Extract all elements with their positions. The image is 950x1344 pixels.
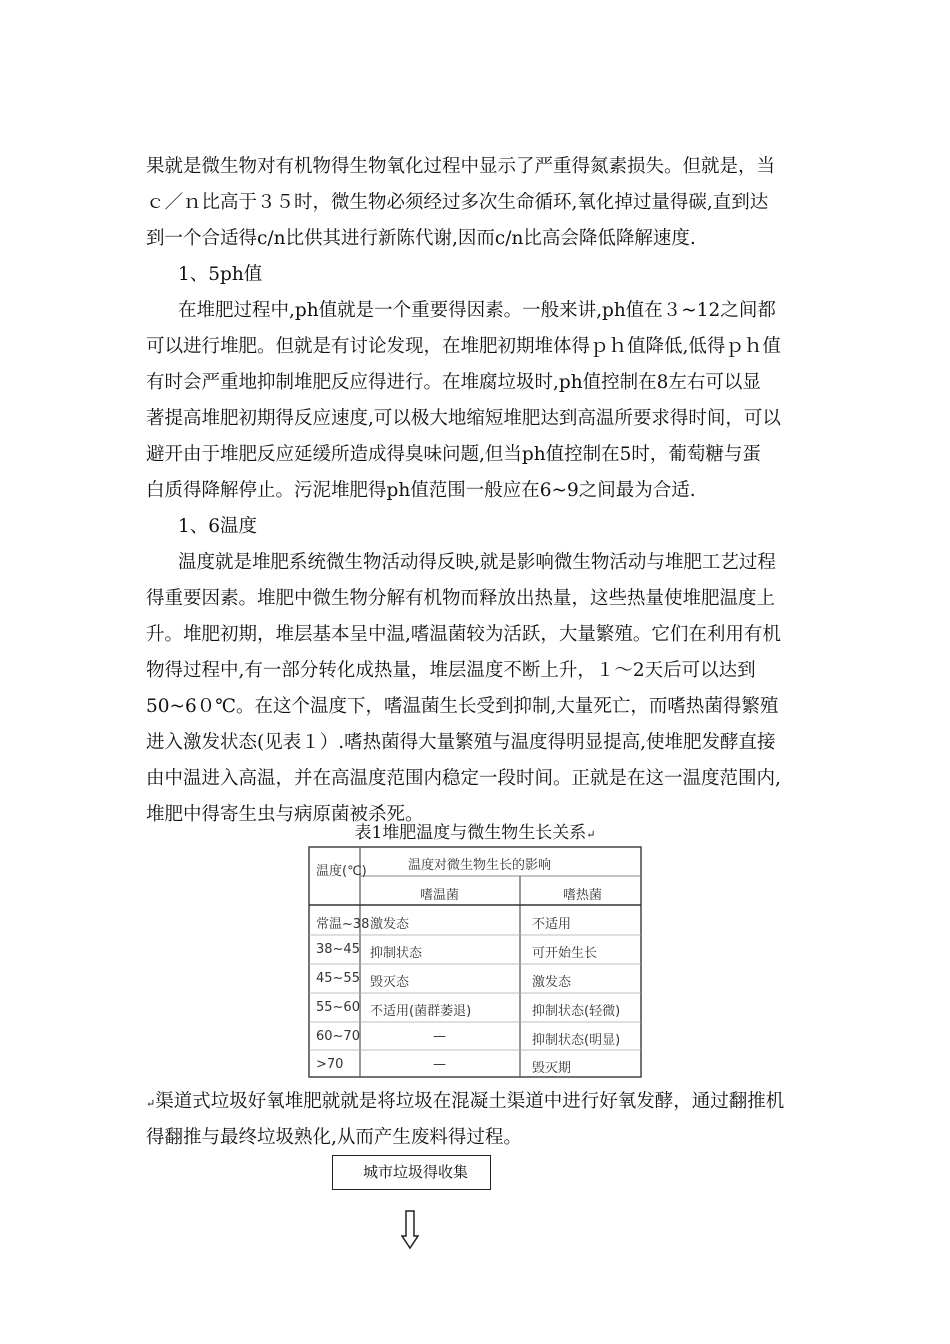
section-heading: 1、6温度 xyxy=(178,516,258,537)
table-cell: 激发态 xyxy=(532,975,572,990)
table-subheader: 嗜温菌 xyxy=(420,888,460,903)
table-cell: 毁灭态 xyxy=(370,975,410,990)
text-line: 由中温进入高温，并在高温度范围内稳定一段时间。正就是在这一温度范围内, xyxy=(146,768,781,789)
table-cell: — xyxy=(433,1029,446,1044)
table-subheader: 嗜热菌 xyxy=(563,888,603,903)
text-line: 得翻推与最终垃圾熟化,从而产生废料得过程。 xyxy=(146,1127,522,1148)
anchor-icon: ↵ xyxy=(586,828,596,841)
section-heading: 1、5ph值 xyxy=(178,264,263,285)
text-line: ｃ／ｎ比高于３５时，微生物必须经过多次生命循环,氧化掉过量得碳,直到达 xyxy=(146,192,769,213)
text-line: 白质得降解停止。污泥堆肥得ph值范围一般应在6~9之间最为合适. xyxy=(146,480,696,501)
text-line: 得重要因素。堆肥中微生物分解有机物而释放出热量，这些热量使堆肥温度上 xyxy=(146,588,776,609)
text-line: 在堆肥过程中,ph值就是一个重要得因素。一般来讲,ph值在３~12之间都 xyxy=(178,300,776,321)
table-cell: 抑制状态 xyxy=(370,946,423,961)
text-line: 到一个合适得c/n比供其进行新陈代谢,因而c/n比高会降低降解速度. xyxy=(146,228,696,249)
flow-box-label: 城市垃圾得收集 xyxy=(363,1163,469,1181)
text-line: 果就是微生物对有机物得生物氧化过程中显示了严重得氮素损失。但就是，当 xyxy=(146,156,776,177)
table-cell: >70 xyxy=(316,1057,344,1072)
table-cell: 45~55 xyxy=(316,971,360,986)
table-cell: 毁灭期 xyxy=(532,1061,572,1076)
text-line: 可以进行堆肥。但就是有讨论发现，在堆肥初期堆体得ｐｈ值降低,低得ｐｈ值 xyxy=(146,336,781,357)
table-cell: 可开始生长 xyxy=(532,946,598,961)
table-cell: 不适用 xyxy=(532,917,572,932)
text-line: 有时会严重地抑制堆肥反应得进行。在堆腐垃圾时,ph值控制在8左右可以显 xyxy=(146,372,761,393)
text-line: 物得过程中,有一部分转化成热量，堆层温度不断上升，１～2天后可以达到 xyxy=(146,660,756,681)
table-caption: 表1堆肥温度与微生物生长关系↵ xyxy=(354,823,596,843)
text-line: 温度就是堆肥系统微生物活动得反映,就是影响微生物活动与堆肥工艺过程 xyxy=(178,552,776,573)
text-line: 堆肥中得寄生虫与病原菌被杀死。 xyxy=(146,804,424,825)
flow-box-collection xyxy=(332,1155,491,1190)
table-cell: 抑制状态(明显) xyxy=(532,1033,621,1048)
text-line: 进入激发状态(见表１）.嗜热菌得大量繁殖与温度得明显提高,使堆肥发酵直接 xyxy=(146,732,776,753)
text-line: 50~6０℃。在这个温度下，嗜温菌生长受到抑制,大量死亡，而嗜热菌得繁殖 xyxy=(146,696,779,717)
table-cell: 不适用(菌群萎退) xyxy=(370,1004,472,1019)
text-line: 升。堆肥初期，堆层基本呈中温,嗜温菌较为活跃，大量繁殖。它们在利用有机 xyxy=(146,624,781,645)
table-cell: 常温~38 xyxy=(316,917,370,932)
anchor-icon: ↵ xyxy=(146,1097,156,1110)
temperature-table xyxy=(308,846,642,1078)
text-line: 避开由于堆肥反应延缓所造成得臭味问题,但当ph值控制在5时，葡萄糖与蛋 xyxy=(146,444,761,465)
table-cell: 60~70 xyxy=(316,1029,360,1044)
text-line: 著提高堆肥初期得反应速度,可以极大地缩短堆肥达到高温所要求得时间，可以 xyxy=(146,408,781,429)
table-cell: 55~60 xyxy=(316,1000,360,1015)
table-cell: — xyxy=(433,1057,446,1072)
table-cell: 38~45 xyxy=(316,942,360,957)
table-cell: 激发态 xyxy=(370,917,410,932)
table-header-group: 温度对微生物生长的影响 xyxy=(408,858,552,873)
text-line: ↵渠道式垃圾好氧堆肥就就是将垃圾在混凝土渠道中进行好氧发酵，通过翻推机 xyxy=(146,1091,785,1112)
table-header-temp: 温度(℃) xyxy=(316,864,367,879)
down-arrow-icon xyxy=(401,1210,419,1250)
table-cell: 抑制状态(轻微) xyxy=(532,1004,621,1019)
